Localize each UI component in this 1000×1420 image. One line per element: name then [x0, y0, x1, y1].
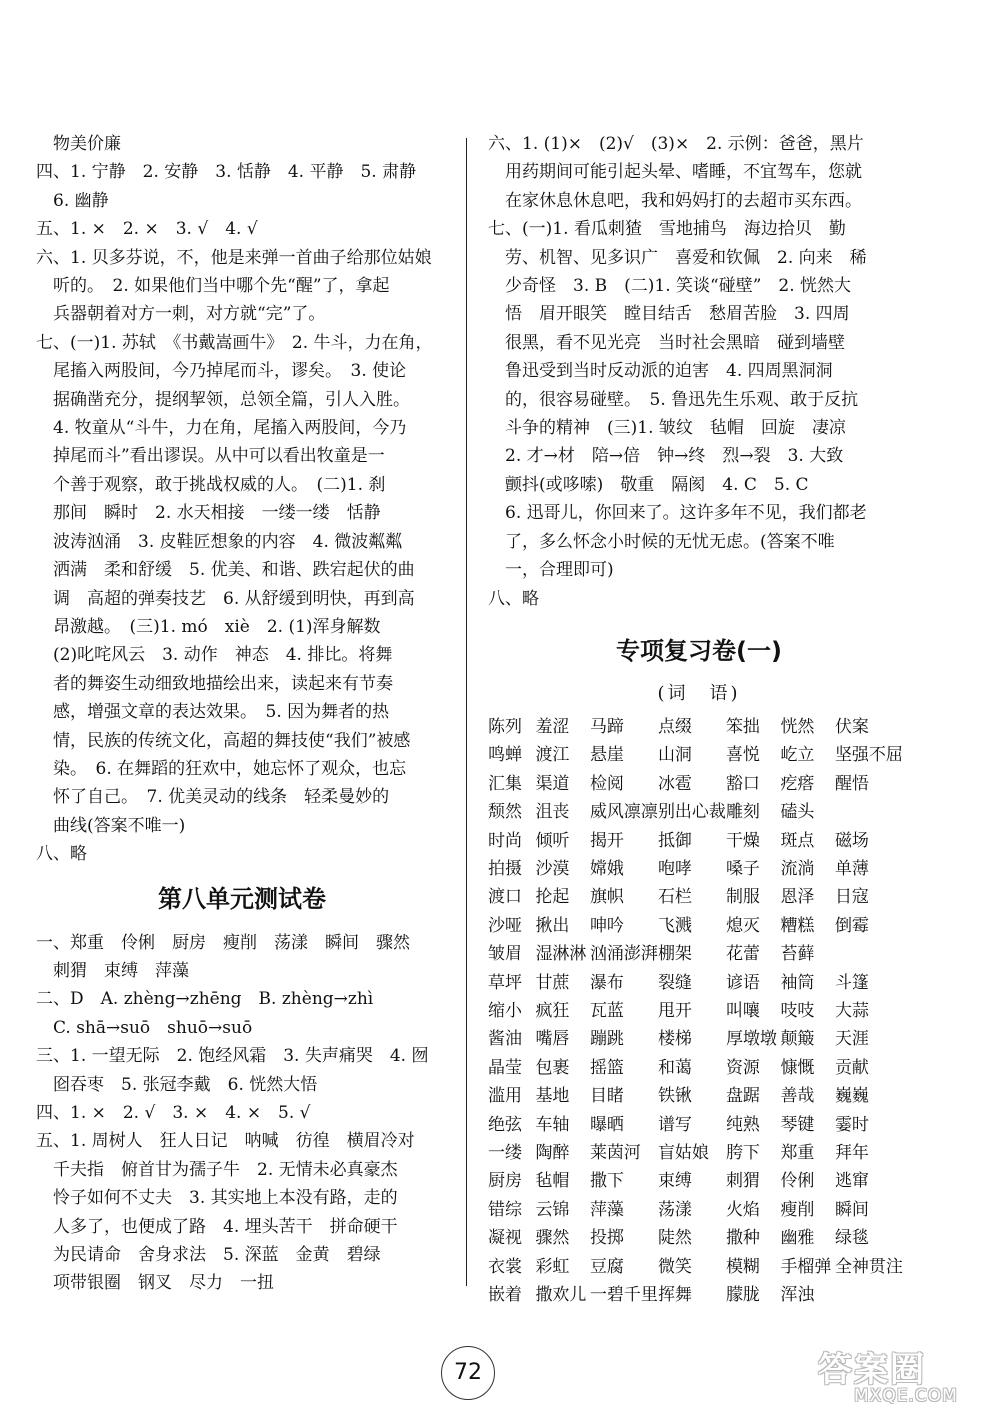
word-cell: 汇集: [488, 773, 522, 794]
word-row: [488, 1224, 910, 1252]
word-cell: 晶莹: [488, 1057, 522, 1078]
word-cell: 厚墩墩: [725, 1029, 777, 1050]
word-cell: 萍藻: [589, 1199, 624, 1220]
word-cell: 蹦跳: [589, 1029, 624, 1050]
answer-line: 为民请命 舍身求法 5. 深蓝 金黄 碧绿: [36, 1245, 381, 1266]
word-cell: 冰雹: [657, 773, 692, 794]
word-cell: 汹涌澎湃: [589, 944, 658, 965]
word-cell: 资源: [725, 1057, 760, 1078]
word-cell: 揭开: [589, 830, 624, 851]
word-cell: 铁锹: [657, 1086, 692, 1107]
word-cell: 胯下: [725, 1143, 760, 1163]
answer-line: 掉尾而斗”看出谬误。从中可以看出牧童是一: [36, 446, 385, 467]
word-cell: 雕刻: [725, 802, 760, 823]
word-cell: [835, 940, 910, 968]
answer-line: 曲线(答案不唯一): [36, 815, 186, 836]
word-cell: 抵御: [657, 830, 692, 851]
word-cell: 伶俐: [780, 1171, 815, 1192]
page-number: 72: [441, 1346, 495, 1400]
word-cell: 厨房: [488, 1171, 522, 1192]
word-row: [488, 1167, 910, 1195]
answer-line: 五、1. × 2. × 3. √ 4. √: [36, 219, 258, 240]
right-top-answers: [488, 130, 910, 613]
word-cell: 豁口: [725, 773, 760, 794]
word-cell: 斗篷: [834, 972, 869, 993]
word-row: [488, 1025, 910, 1053]
word-row: [488, 741, 910, 769]
word-cell: 制服: [725, 887, 760, 908]
answer-line: 染。 6. 在舞蹈的狂欢中，她忘怀了观众，也忘: [36, 758, 407, 779]
word-cell: 坚强不屈: [834, 745, 903, 766]
word-row: [488, 969, 910, 997]
word-cell: 大蒜: [834, 1000, 869, 1021]
word-cell: 沮丧: [535, 802, 570, 823]
left-top-answers: [36, 130, 448, 869]
word-cell: 甩开: [657, 1000, 692, 1021]
word-cell: 全神贯注: [834, 1256, 903, 1277]
word-cell: 莱茵河: [589, 1143, 641, 1163]
word-cell: 模糊: [725, 1256, 760, 1277]
left-column: [36, 130, 448, 1298]
word-row: [488, 827, 910, 855]
word-cell: 鸣蝉: [488, 745, 522, 766]
word-row: [488, 1253, 910, 1281]
word-row: [488, 1196, 910, 1224]
word-cell: 滥用: [488, 1086, 522, 1107]
word-cell: 点缀: [657, 716, 692, 737]
word-cell: 山洞: [657, 745, 692, 766]
word-cell: 沙漠: [535, 858, 570, 879]
answer-line: 一，合理即可): [488, 560, 614, 581]
answer-line: 的，很容易碰壁。 5. 鲁迅先生乐观、敢于反抗: [488, 389, 859, 410]
word-cell: 疯狂: [535, 1000, 570, 1021]
word-cell: 陡然: [657, 1228, 692, 1249]
word-row: [488, 912, 910, 940]
right-column: [488, 130, 910, 1309]
word-cell: 盘踞: [725, 1086, 760, 1107]
word-cell: 湿淋淋: [535, 944, 587, 965]
word-cell: 错综: [488, 1199, 522, 1220]
answer-line: 四、1. × 2. √ 3. × 4. × 5. √: [36, 1103, 311, 1123]
word-cell: 目睹: [589, 1086, 624, 1107]
word-cell: 束缚: [657, 1171, 692, 1192]
word-cell: 投掷: [589, 1228, 624, 1249]
answer-line: 感，增强文章的表达效果。 5. 因为舞者的热: [36, 702, 390, 723]
answer-line: 在家休息休息吧，我和妈妈打的去超市买东西。: [488, 190, 862, 211]
answer-line: 2. 才→材 陪→倍 钟→终 烈→裂 3. 大致: [488, 446, 844, 467]
answer-line: 六、1. 贝多芬说，不，他是来弹一首曲子给那位姑娘: [36, 247, 432, 268]
answer-line: 悟 眉开眼笑 瞠目结舌 愁眉苦脸 3. 四周: [488, 304, 850, 325]
word-cell: 挥舞: [657, 1285, 692, 1306]
answer-line: 情，民族的传统文化，高超的舞技使“我们”被感: [36, 730, 411, 751]
word-cell: 豆腐: [589, 1256, 624, 1277]
word-cell: 火焰: [725, 1199, 760, 1220]
answer-line: 千夫指 俯首甘为孺子牛 2. 无情未必真豪杰: [36, 1159, 398, 1180]
word-cell: 车轴: [535, 1114, 570, 1135]
answer-line: 个善于观察，敢于挑战权威的人。 (二)1. 刹: [36, 474, 386, 495]
word-cell: 嗓子: [725, 858, 760, 879]
word-cell: 谱写: [657, 1114, 692, 1135]
word-cell: 一缕: [488, 1143, 522, 1163]
answer-line: 五、1. 周树人 狂人日记 呐喊 彷徨 横眉冷对: [36, 1131, 415, 1152]
word-cell: 手榴弹: [780, 1256, 832, 1277]
answer-line: 很黑，看不见光亮 当时社会黑暗 碰到墙壁: [488, 332, 845, 353]
word-grid: [488, 713, 910, 1310]
word-cell: 浑浊: [780, 1285, 815, 1306]
word-cell: 皱眉: [488, 944, 522, 965]
word-cell: 彩虹: [535, 1256, 570, 1277]
word-cell: 巍巍: [834, 1086, 869, 1107]
word-cell: 叫嚷: [725, 1000, 760, 1021]
word-cell: 谚语: [725, 972, 760, 993]
unit8-title: 第八单元测试卷: [158, 884, 326, 913]
word-cell: 苔藓: [780, 944, 815, 965]
word-cell: 逃窜: [834, 1171, 869, 1192]
word-cell: 瓦蓝: [589, 1000, 624, 1021]
word-cell: 郑重: [780, 1143, 815, 1163]
word-cell: 拍摄: [488, 858, 522, 879]
answer-line: 人多了，也便成了路 4. 埋头苦干 拼命硬干: [36, 1216, 398, 1237]
word-cell: 伏案: [834, 716, 869, 737]
word-cell: 霎时: [834, 1114, 869, 1135]
word-cell: 嵌着: [488, 1285, 522, 1306]
word-cell: 揪出: [535, 915, 570, 936]
watermark-sub: MXQE.COM: [854, 1386, 958, 1406]
word-cell: 恩泽: [780, 887, 815, 908]
word-cell: 抡起: [535, 887, 570, 908]
word-cell: 马蹄: [589, 716, 624, 737]
word-cell: 恍然: [780, 716, 815, 737]
answer-line: 三、1. 一望无际 2. 饱经风霜 3. 失声痛哭 4. 囫: [36, 1046, 429, 1067]
word-cell: 草坪: [488, 972, 522, 993]
word-cell: 磁场: [834, 830, 869, 851]
word-cell: 花蕾: [725, 944, 760, 965]
answer-line: 者的舞姿生动细致地描绘出来，读起来有节奏: [36, 673, 393, 694]
word-cell: 呻吟: [589, 915, 624, 936]
word-row: [488, 940, 910, 968]
word-row: [488, 798, 910, 826]
word-cell: 渡口: [488, 887, 522, 908]
review-title: 专项复习卷(一): [616, 636, 782, 665]
word-cell: [835, 798, 910, 826]
word-cell: 石栏: [657, 887, 692, 908]
answer-line: 怜子如何不丈夫 3. 其实地上本没有路，走的: [36, 1188, 398, 1209]
word-cell: 骤然: [535, 1228, 570, 1249]
word-cell: 陈列: [488, 716, 522, 737]
word-cell: 疙瘩: [780, 773, 815, 794]
word-cell: 拜年: [834, 1143, 869, 1163]
word-row: [488, 1054, 910, 1082]
answer-line: 6. 幽静: [36, 190, 109, 211]
answer-line: 劳、机智、见多识广 喜爱和钦佩 2. 向来 稀: [488, 247, 867, 268]
word-row: [488, 855, 910, 883]
word-cell: 检阅: [589, 773, 624, 794]
answer-line: 囵吞枣 5. 张冠李戴 6. 恍然大悟: [36, 1074, 318, 1095]
word-cell: 威风凛凛: [589, 802, 658, 823]
word-row: [488, 713, 910, 741]
word-cell: 瞬间: [834, 1199, 869, 1220]
word-cell: 幽雅: [780, 1228, 815, 1249]
word-cell: 斑点: [780, 830, 815, 851]
word-cell: 天涯: [834, 1029, 869, 1050]
word-cell: 衣裳: [488, 1256, 522, 1277]
answer-line: 尾搐入两股间，今乃掉尾而斗，谬矣。 3. 使论: [36, 361, 407, 382]
word-cell: 咆哮: [657, 858, 692, 879]
word-cell: 渡江: [535, 745, 570, 766]
word-cell: 包裹: [535, 1057, 570, 1078]
answer-line: 据确凿充分，提纲挈领，总领全篇，引人入胜。: [36, 389, 410, 410]
word-cell: 袖筒: [780, 972, 815, 993]
word-cell: 陶醉: [535, 1143, 570, 1163]
word-cell: 凝视: [488, 1228, 522, 1249]
word-cell: 缩小: [488, 1000, 522, 1021]
answer-line: C. shā→suō shuō→suō: [36, 1017, 253, 1038]
word-cell: 流淌: [780, 858, 815, 879]
answer-line: 六、1. (1)× (2)√ (3)× 2. 示例：爸爸，黑片: [488, 134, 864, 154]
word-cell: 倾听: [535, 830, 570, 851]
word-cell: 吱吱: [780, 1000, 815, 1021]
word-cell: 屹立: [780, 745, 815, 766]
word-row: [488, 1139, 910, 1167]
answer-line: 兵器朝着对方一刺，对方就“完”了。: [36, 304, 326, 325]
word-cell: 沙哑: [488, 915, 522, 936]
answer-line: 物美价廉: [36, 134, 121, 154]
word-row: [488, 883, 910, 911]
word-cell: 甘蔗: [535, 972, 570, 993]
answer-line: 波涛汹涌 3. 皮鞋匠想象的内容 4. 微波粼粼: [36, 531, 403, 552]
answer-line: 斗争的精神 (三)1. 皱纹 毡帽 回旋 凄凉: [488, 418, 846, 439]
word-cell: 别出心裁: [657, 802, 726, 823]
answer-line: 4. 牧童从“斗牛，力在角，尾搐入两股间，今乃: [36, 418, 407, 439]
answer-line: 鲁迅受到当时反动派的迫害 4. 四周黑洞洞: [488, 361, 833, 382]
word-row: [488, 770, 910, 798]
word-cell: 悬崖: [589, 745, 624, 766]
word-cell: 日寇: [834, 887, 869, 908]
word-cell: 朦胧: [725, 1285, 760, 1306]
answer-line: 七、(一)1. 苏轼 《书戴嵩画牛》 2. 牛斗，力在角，: [36, 332, 433, 353]
word-cell: 时尚: [488, 830, 522, 851]
word-cell: 干燥: [725, 830, 760, 851]
word-cell: 颓然: [488, 802, 522, 823]
word-cell: 颠簸: [780, 1029, 815, 1050]
word-cell: 楼梯: [657, 1029, 692, 1050]
word-cell: 酱油: [488, 1029, 522, 1050]
word-cell: 喜悦: [725, 745, 760, 766]
answer-line: 一、郑重 伶俐 厨房 瘦削 荡漾 瞬间 骤然: [36, 932, 410, 953]
word-cell: 荡漾: [657, 1199, 692, 1220]
word-row: [488, 997, 910, 1025]
word-row: [488, 1111, 910, 1139]
word-cell: 基地: [535, 1086, 570, 1107]
word-cell: 毡帽: [535, 1171, 570, 1192]
word-cell: 旗帜: [589, 887, 624, 908]
answer-line: 调 高超的弹奏技艺 6. 从舒缓到明快，再到高: [36, 588, 415, 609]
word-cell: 羞涩: [535, 716, 570, 737]
word-cell: 琴键: [780, 1114, 815, 1135]
word-cell: 熄灭: [725, 915, 760, 936]
word-cell: 磕头: [780, 802, 815, 823]
word-cell: 微笑: [657, 1256, 692, 1277]
word-cell: 棚架: [657, 944, 692, 965]
word-cell: 纯熟: [725, 1114, 760, 1135]
answer-line: 颤抖(或哆嗦) 敬重 隔阂 4. C 5. C: [488, 474, 809, 495]
left-bottom-answers: [36, 929, 448, 1298]
answer-line: 刺猬 束缚 萍藻: [36, 960, 189, 981]
word-cell: 盲姑娘: [657, 1143, 709, 1163]
word-cell: 撒欢儿: [535, 1285, 587, 1306]
answer-line: 洒满 柔和舒缓 5. 优美、和谐、跌宕起伏的曲: [36, 560, 415, 581]
word-cell: 渠道: [535, 773, 570, 794]
word-cell: 绝弦: [488, 1114, 522, 1135]
word-cell: 飞溅: [657, 915, 692, 936]
word-cell: 一碧千里: [589, 1285, 658, 1306]
word-cell: 倒霉: [834, 915, 869, 936]
watermark-logo: [818, 1342, 984, 1408]
word-cell: 单薄: [834, 858, 869, 879]
word-cell: 曝晒: [589, 1114, 624, 1135]
answer-line: 八、略: [488, 588, 539, 609]
answer-line: 听的。 2. 如果他们当中哪个先“醒”了，拿起: [36, 276, 390, 297]
review-subtitle: (词 语): [657, 682, 741, 704]
word-cell: [835, 1281, 910, 1309]
watermark-main: 答案圈: [818, 1350, 926, 1390]
word-cell: 摇篮: [589, 1057, 624, 1078]
answer-line: 了，多么怀念小时候的无忧无虑。(答案不唯: [488, 531, 835, 552]
word-cell: 善哉: [780, 1086, 815, 1107]
answer-line: 昂激越。 (三)1. mó xiè 2. (1)浑身解数: [36, 616, 381, 637]
answer-line: 少奇怪 3. B (二)1. 笑谈“碰壁” 2. 恍然大: [488, 276, 852, 297]
answer-line: 项带银圈 钢叉 尽力 一扭: [36, 1273, 274, 1294]
word-cell: 云锦: [535, 1199, 570, 1220]
answer-line: 6. 迅哥儿，你回来了。这许多年不见，我们都老: [488, 503, 867, 524]
word-cell: 贡献: [834, 1057, 869, 1078]
word-cell: 裂缝: [657, 972, 692, 993]
word-cell: 瘦削: [780, 1199, 815, 1220]
word-cell: 嘴唇: [535, 1029, 570, 1050]
word-cell: 刺猬: [725, 1171, 760, 1192]
word-row: [488, 1082, 910, 1110]
word-row: [488, 1281, 910, 1309]
word-cell: 糟糕: [780, 915, 815, 936]
word-cell: 撒下: [589, 1171, 624, 1192]
word-cell: 绿毯: [834, 1228, 869, 1249]
word-cell: 醒悟: [834, 773, 869, 794]
answer-line: 八、略: [36, 844, 87, 865]
word-cell: 瀑布: [589, 972, 624, 993]
column-divider: [466, 138, 467, 1286]
answer-line: 四、1. 宁静 2. 安静 3. 恬静 4. 平静 5. 肃静: [36, 162, 417, 183]
word-cell: 慷慨: [780, 1057, 815, 1078]
answer-line: (2)叱咤风云 3. 动作 神态 4. 排比。将舞: [36, 645, 393, 666]
word-cell: 嫦娥: [589, 858, 624, 879]
word-cell: 撒种: [725, 1228, 760, 1249]
word-cell: 笨拙: [725, 716, 760, 737]
answer-line: 那间 瞬时 2. 水天相接 一缕一缕 恬静: [36, 503, 381, 524]
answer-line: 二、D A. zhèng→zhēng B. zhèng→zhì: [36, 989, 374, 1010]
answer-line: 七、(一)1. 看瓜刺猹 雪地捕鸟 海边拾贝 勤: [488, 219, 846, 240]
word-cell: 和蔼: [657, 1057, 692, 1078]
answer-line: 怀了自己。 7. 优美灵动的线条 轻柔曼妙的: [36, 787, 390, 808]
answer-line: 用药期间可能引起头晕、嗜睡，不宜驾车，您就: [488, 162, 862, 183]
